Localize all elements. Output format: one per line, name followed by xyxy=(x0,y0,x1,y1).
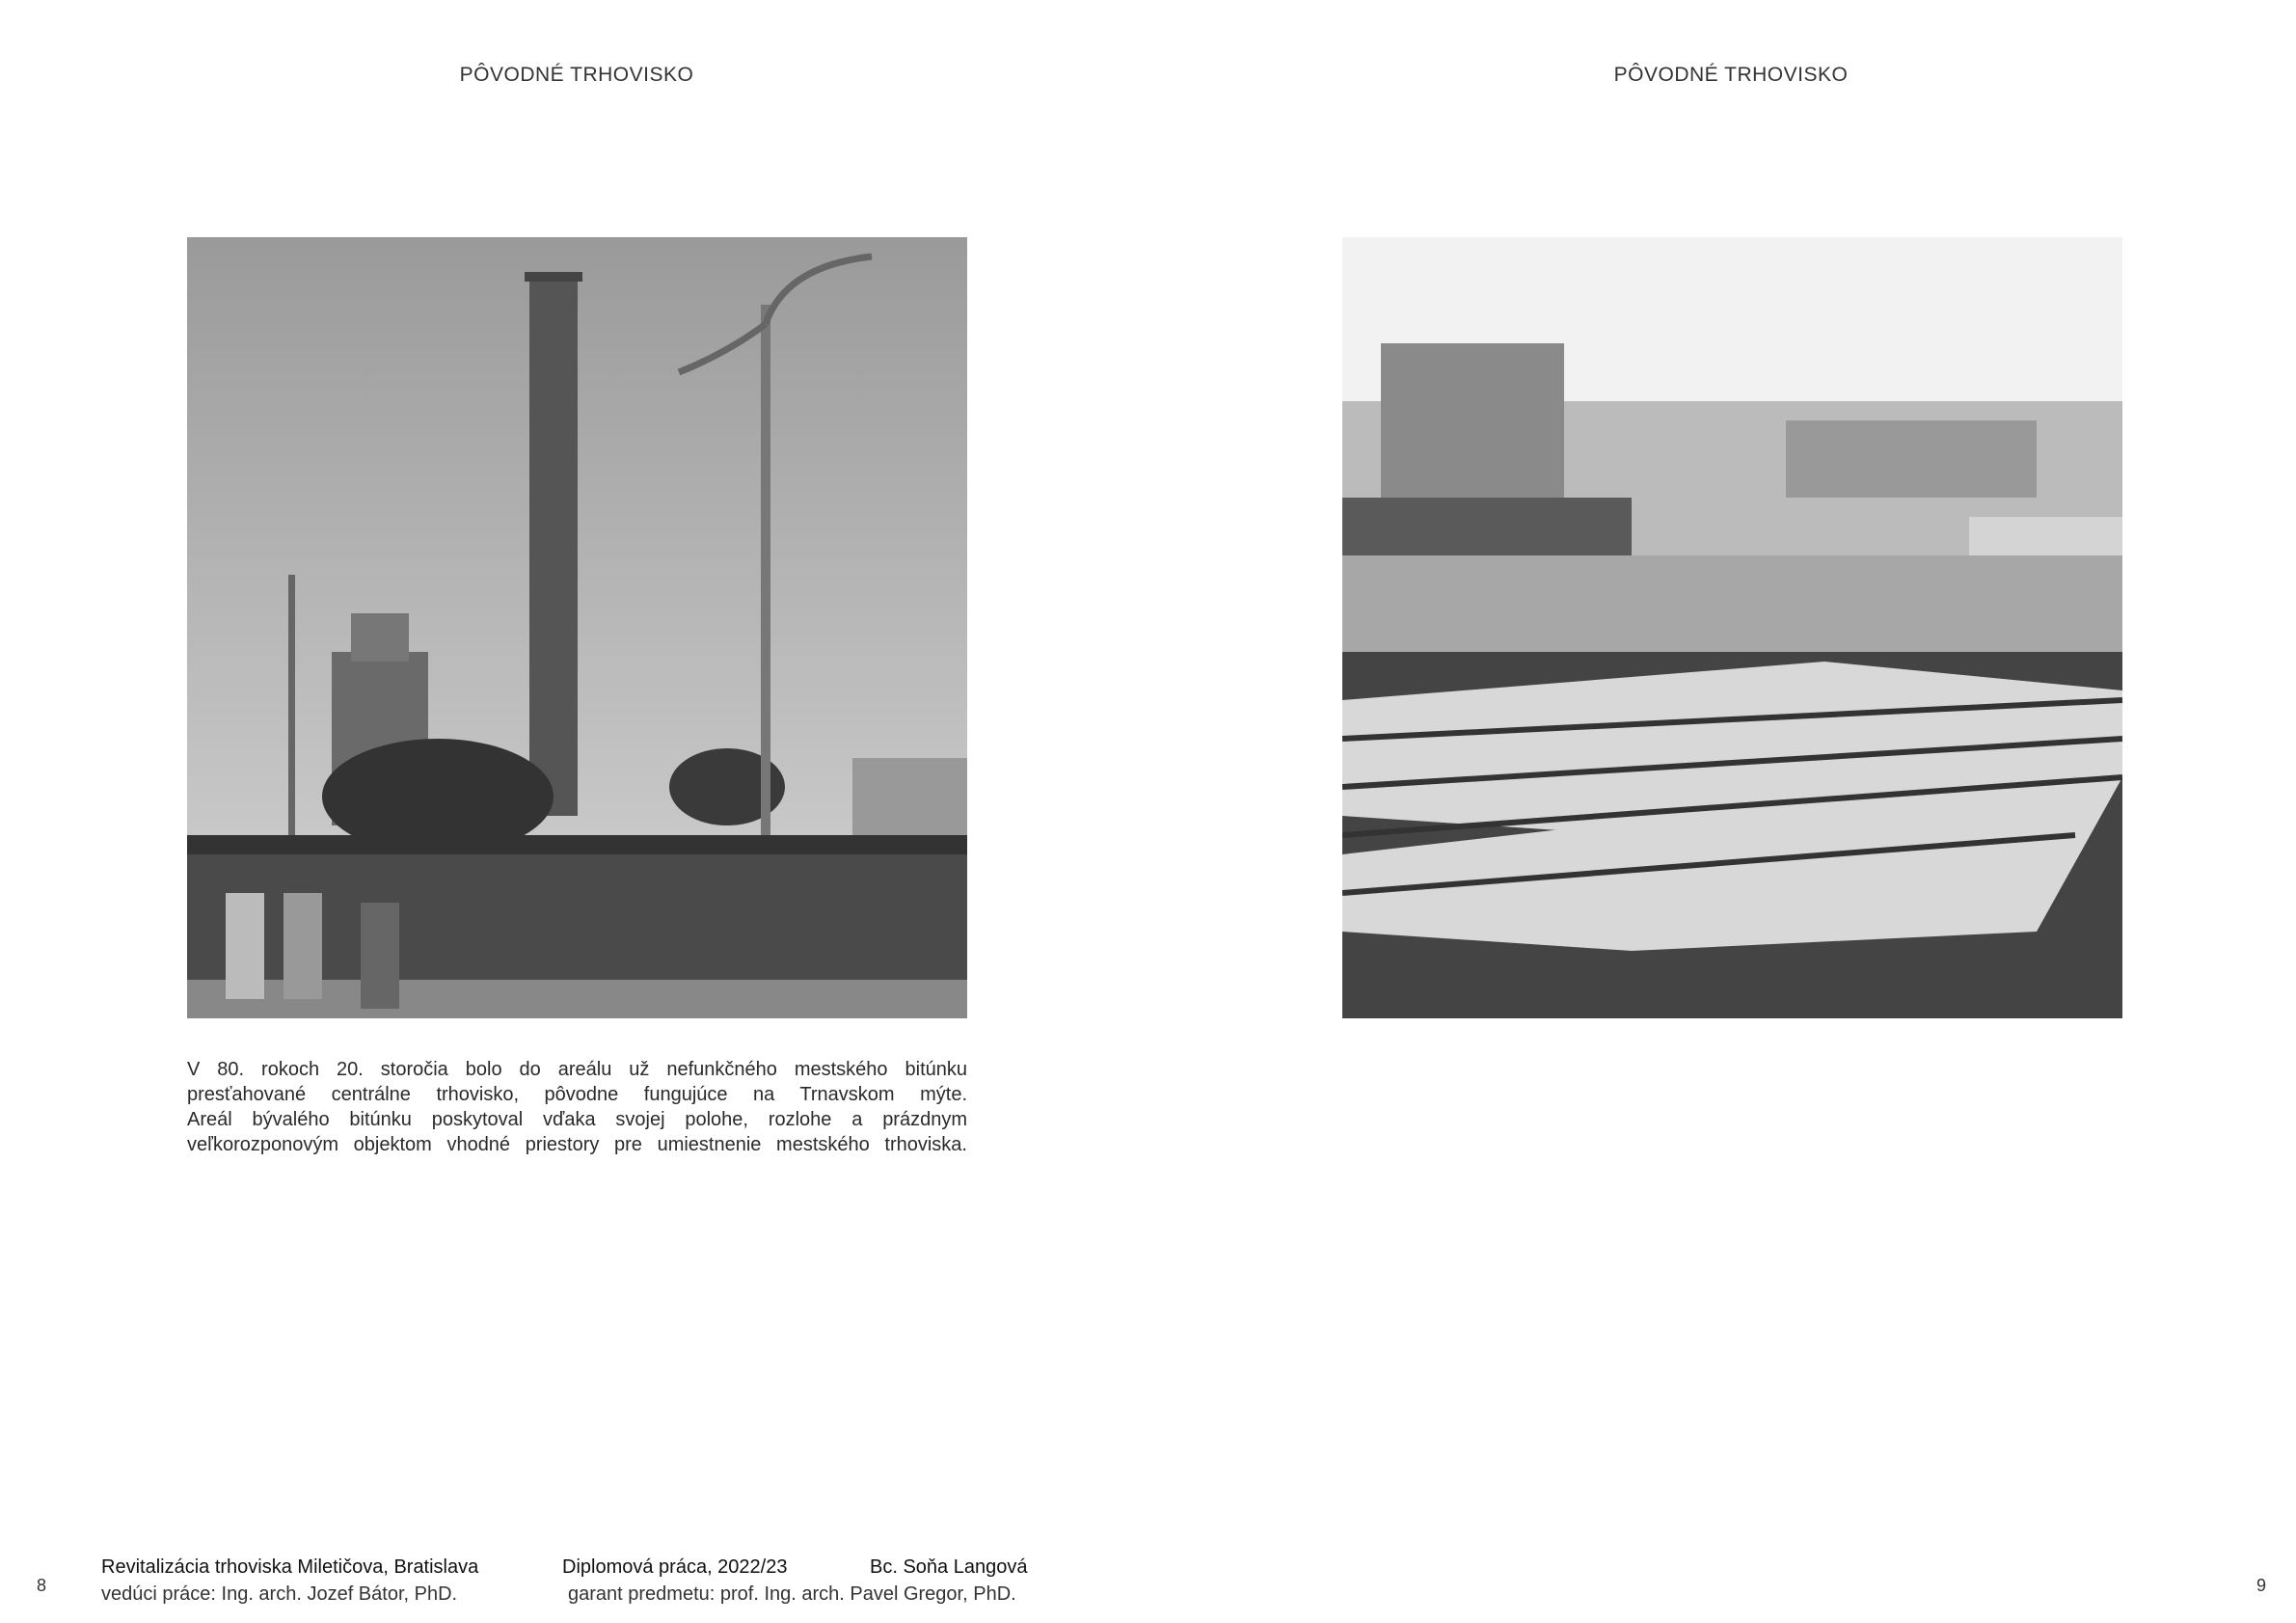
page-number-left: 8 xyxy=(37,1576,47,1595)
right-page-header: PÔVODNÉ TRHOVISKO xyxy=(1613,64,1849,86)
caption-line: veľkorozponovým objektom vhodné priestory pre umiestnenie mestského trhoviska. xyxy=(187,1134,967,1155)
footer-project: Revitalizácia trhoviska Miletičova, Bratislava xyxy=(101,1556,479,1578)
photo-market-chimney xyxy=(187,237,967,1018)
footer-author: Bc. Soňa Langová xyxy=(870,1556,1028,1578)
footer-supervisor: vedúci práce: Ing. arch. Jozef Bátor, PhD. xyxy=(101,1583,458,1605)
caption-line: V 80. rokoch 20. storočia bolo do areálu už nefunkčného mestského bitúnku xyxy=(187,1059,967,1080)
footer-guarantor: garant predmetu: prof. Ing. arch. Pavel Gregor, PhD. xyxy=(568,1583,1016,1605)
photo-market-aerial xyxy=(1342,237,2122,1018)
left-page-header: PÔVODNÉ TRHOVISKO xyxy=(459,64,694,86)
caption-line: Areál bývalého bitúnku poskytoval vďaka svojej polohe, rozlohe a prázdnym xyxy=(187,1109,967,1130)
caption-line: presťahované centrálne trhovisko, pôvodne fungujúce na Trnavskom mýte. xyxy=(187,1084,967,1105)
footer-thesis: Diplomová práca, 2022/23 xyxy=(562,1556,788,1578)
page-number-right: 9 xyxy=(2256,1576,2267,1595)
caption-text xyxy=(187,1057,967,1157)
